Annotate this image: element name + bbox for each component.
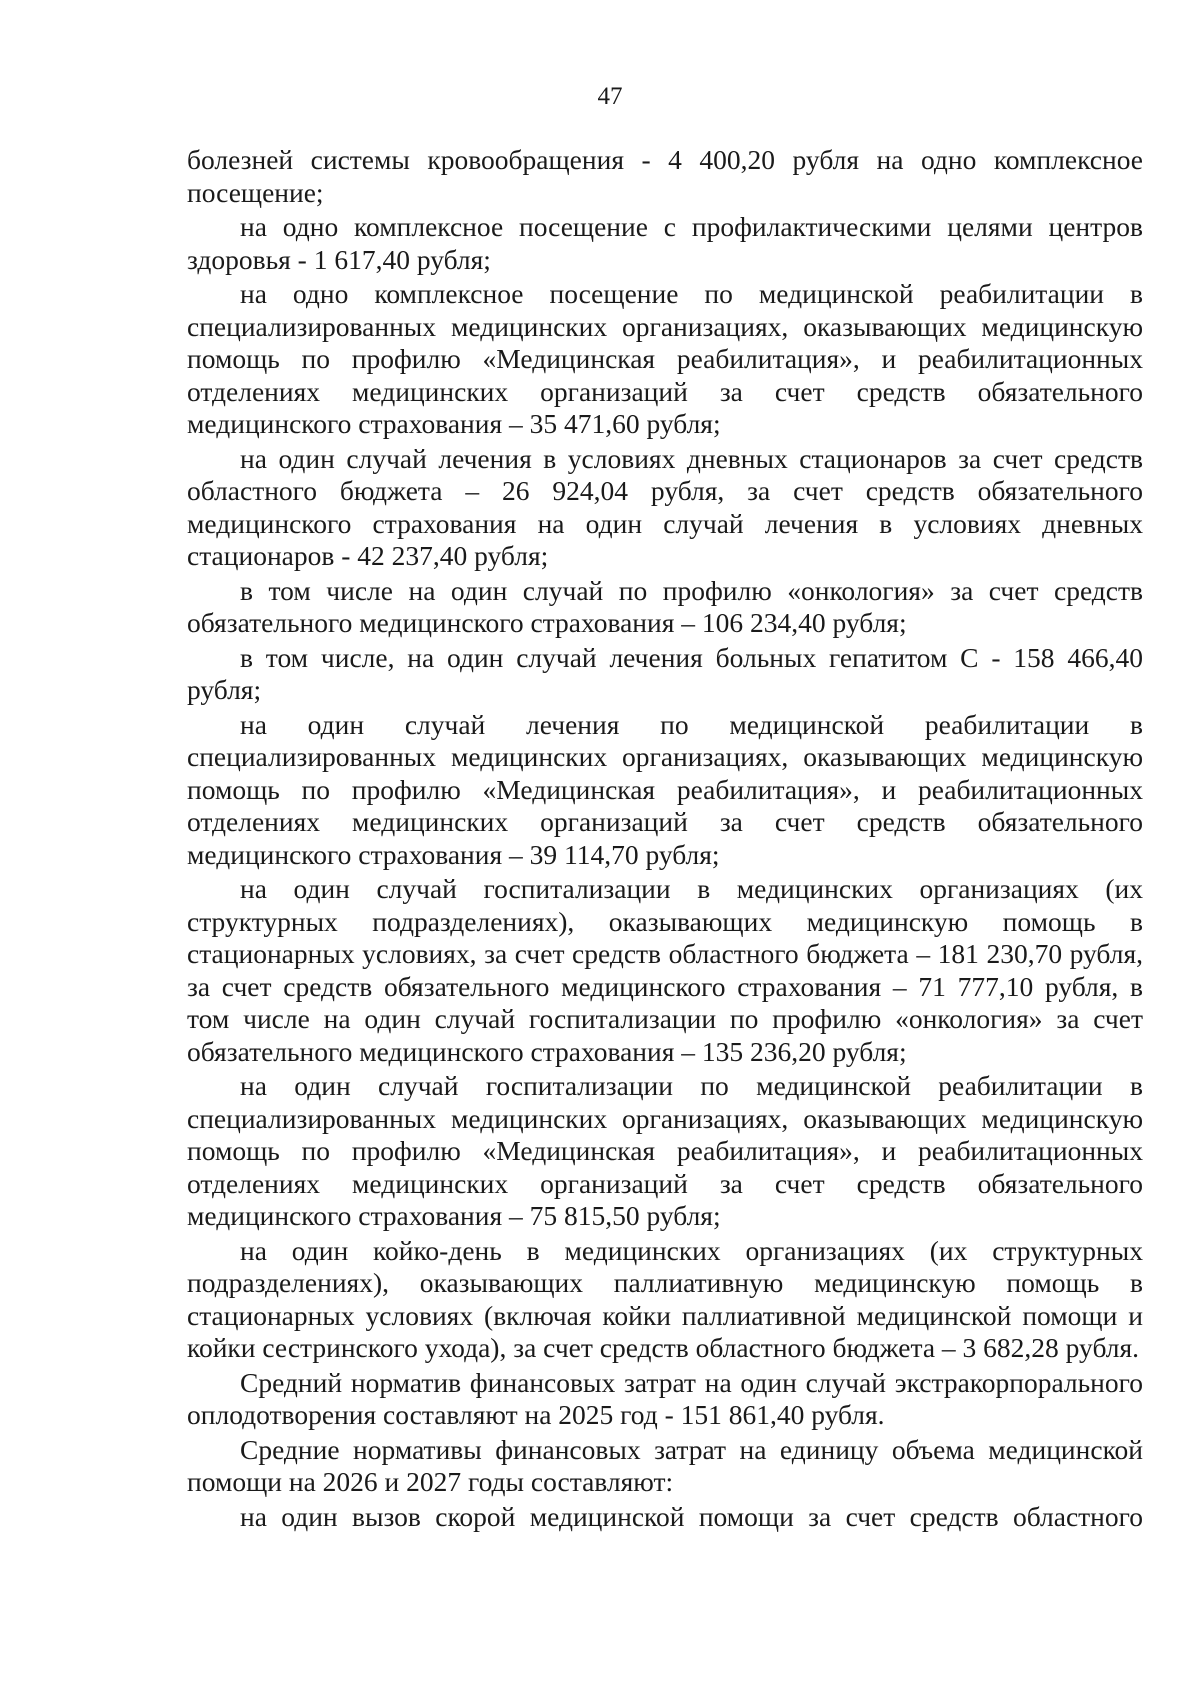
paragraph: в том числе на один случай по профилю «онкология» за счет средств обязательного медицинского страхования – 106 234,40 рубля; [187, 574, 1143, 638]
paragraph: на одно комплексное посещение с профилактическими целями центров здоровья - 1 617,40 рубля; [187, 211, 1143, 275]
paragraph: на один вызов скорой медицинской помощи за счет средств областного [240, 1500, 1143, 1532]
paragraph: на один случай лечения по медицинской реабилитации в специализированных медицинских организациях, оказывающих медицинскую помощь по профилю «Медицинская реабилитация», и реабилитационных отделениях медицинских организаций за счет средств обязательного медицинского страхования – 39 114,70 рубля; [187, 708, 1143, 870]
paragraph: Средний норматив финансовых затрат на один случай экстракорпорального оплодотворения составляют на 2025 год - 151 861,40 рубля. [187, 1366, 1143, 1430]
paragraph: на один случай лечения в условиях дневных стационаров за счет средств областного бюджета – 26 924,04 рубля, за счет средств обязательного медицинского страхования на один случай лечения в условиях дневных стационаров - 42 237,40 рубля; [187, 442, 1143, 571]
paragraph: на один койко-день в медицинских организациях (их структурных подразделениях), оказывающих паллиативную медицинскую помощь в стационарных условиях (включая койки паллиативной медицинской помощи и койки сестринского ухода), за счет средств областного бюджета – 3 682,28 рубля. [187, 1234, 1143, 1363]
document-body [187, 144, 1143, 1535]
paragraph: на одно комплексное посещение по медицинской реабилитации в специализированных медицинских организациях, оказывающих медицинскую помощь по профилю «Медицинская реабилитация», и реабилитационных отделениях медицинских организаций за счет средств обязательного медицинского страхования – 35 471,60 рубля; [187, 278, 1143, 439]
paragraph: на один случай госпитализации в медицинских организациях (их структурных подразделениях), оказывающих медицинскую помощь в стационарных условиях, за счет средств областного бюджета – 181 230,70 рубля, за счет средств обязательного медицинского страхования – 71 777,10 рубля, в том числе на один случай госпитализации по профилю «онкология» за счет обязательного медицинского страхования – 135 236,20 рубля; [187, 873, 1143, 1067]
paragraph: болезней системы кровообращения - 4 400,20 рубля на одно комплексное посещение; [187, 144, 1143, 208]
paragraph: на один случай госпитализации по медицинской реабилитации в специализированных медицинских организациях, оказывающих медицинскую помощь по профилю «Медицинская реабилитация», и реабилитационных отделениях медицинских организаций за счет средств обязательного медицинского страхования – 75 815,50 рубля; [187, 1070, 1143, 1231]
paragraph: в том числе, на один случай лечения больных гепатитом С - 158 466,40 рубля; [187, 641, 1143, 705]
page-number: 47 [597, 83, 623, 110]
paragraph: Средние нормативы финансовых затрат на единицу объема медицинской помощи на 2026 и 2027 годы составляют: [187, 1433, 1143, 1497]
